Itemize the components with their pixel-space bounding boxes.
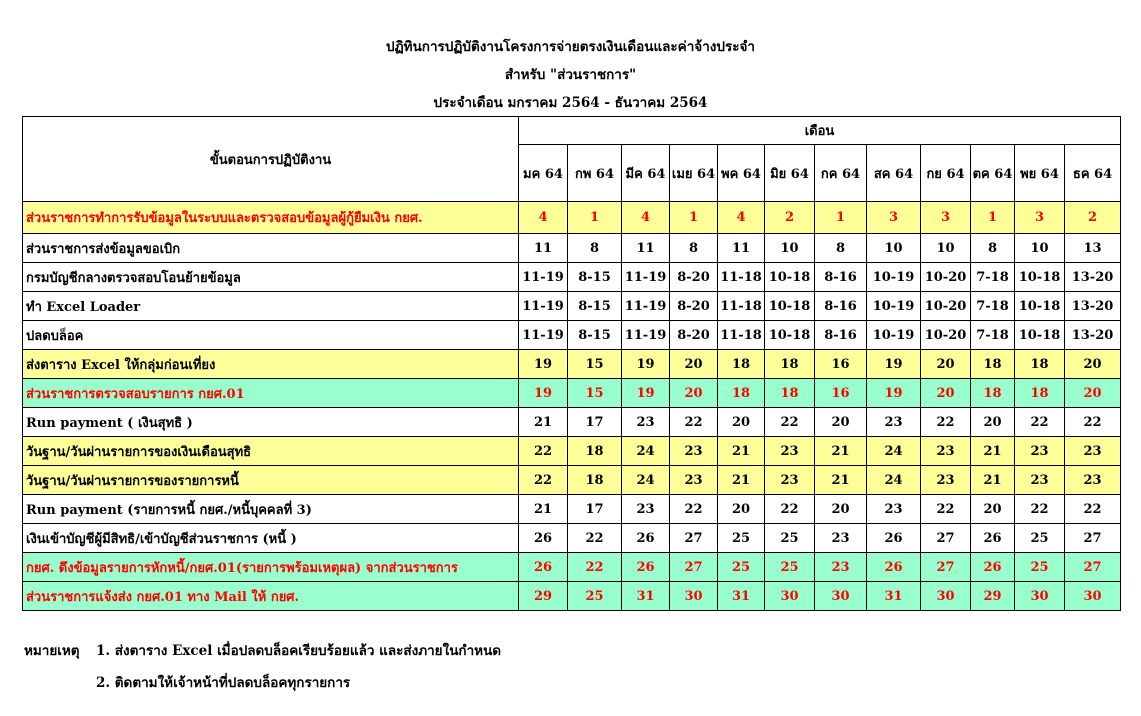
date-cell: 19 <box>622 350 670 379</box>
date-cell: 31 <box>867 582 921 611</box>
table-row <box>23 292 1121 321</box>
date-cell: 18 <box>568 466 622 495</box>
date-cell: 27 <box>1065 524 1121 553</box>
step-label: ส่วนราชการทำการรับข้อมูลในระบบและตรวจสอบข้อมูลผู้กู้ยืมเงิน กยศ. <box>23 202 519 234</box>
date-cell: 11-18 <box>718 321 765 350</box>
title-line-3: ประจำเดือน มกราคม 2564 - ธันวาคม 2564 <box>433 95 708 111</box>
date-cell: 26 <box>622 524 670 553</box>
month-header: มค 64 <box>519 145 568 202</box>
date-cell: 30 <box>921 582 971 611</box>
month-header: พย 64 <box>1015 145 1065 202</box>
date-cell: 10-18 <box>765 292 815 321</box>
date-cell: 20 <box>670 379 718 408</box>
date-cell: 26 <box>519 524 568 553</box>
month-header: มิย 64 <box>765 145 815 202</box>
date-cell: 11-19 <box>519 321 568 350</box>
step-label: Run payment (รายการหนี้ กยศ./หนี้บุคคลที่ 3) <box>23 495 519 524</box>
date-cell: 22 <box>921 495 971 524</box>
date-cell: 23 <box>622 495 670 524</box>
date-cell: 15 <box>568 350 622 379</box>
date-cell: 8-20 <box>670 263 718 292</box>
date-cell: 20 <box>971 495 1015 524</box>
calendar-title-block <box>0 33 1141 117</box>
date-cell: 23 <box>921 437 971 466</box>
date-cell: 10-18 <box>765 263 815 292</box>
date-cell: 27 <box>1065 553 1121 582</box>
date-cell: 19 <box>519 379 568 408</box>
date-cell: 7-18 <box>971 292 1015 321</box>
date-cell: 23 <box>765 437 815 466</box>
step-label: วันฐาน/วันผ่านรายการของเงินเดือนสุทธิ <box>23 437 519 466</box>
date-cell: 19 <box>519 350 568 379</box>
table-row <box>23 234 1121 263</box>
date-cell: 24 <box>867 466 921 495</box>
table-row <box>23 379 1121 408</box>
date-cell: 22 <box>921 408 971 437</box>
date-cell: 8-15 <box>568 263 622 292</box>
date-cell: 11-18 <box>718 292 765 321</box>
date-cell: 23 <box>1015 466 1065 495</box>
date-cell: 11 <box>718 234 765 263</box>
date-cell: 17 <box>568 495 622 524</box>
date-cell: 23 <box>921 466 971 495</box>
table-row <box>23 466 1121 495</box>
month-header: เมย 64 <box>670 145 718 202</box>
date-cell: 10-18 <box>765 321 815 350</box>
date-cell: 23 <box>765 466 815 495</box>
date-cell: 19 <box>867 350 921 379</box>
date-cell: 13-20 <box>1065 321 1121 350</box>
date-cell: 20 <box>815 408 867 437</box>
date-cell: 16 <box>815 379 867 408</box>
date-cell: 11 <box>622 234 670 263</box>
date-cell: 8-16 <box>815 263 867 292</box>
date-cell: 10 <box>765 234 815 263</box>
date-cell: 15 <box>568 379 622 408</box>
date-cell: 17 <box>568 408 622 437</box>
step-label: กรมบัญชีกลางตรวจสอบโอนย้ายข้อมูล <box>23 263 519 292</box>
table-row <box>23 437 1121 466</box>
date-cell: 23 <box>815 524 867 553</box>
date-cell: 8 <box>670 234 718 263</box>
date-cell: 23 <box>1065 437 1121 466</box>
table-row <box>23 408 1121 437</box>
date-cell: 22 <box>670 408 718 437</box>
date-cell: 22 <box>1015 408 1065 437</box>
date-cell: 26 <box>971 553 1015 582</box>
date-cell: 20 <box>718 408 765 437</box>
date-cell: 8-15 <box>568 292 622 321</box>
date-cell: 25 <box>718 524 765 553</box>
date-cell: 24 <box>867 437 921 466</box>
date-cell: 22 <box>765 495 815 524</box>
date-cell: 20 <box>670 350 718 379</box>
date-cell: 10-18 <box>1015 321 1065 350</box>
date-cell: 10-19 <box>867 292 921 321</box>
date-cell: 29 <box>519 582 568 611</box>
date-cell: 20 <box>718 495 765 524</box>
date-cell: 4 <box>622 202 670 234</box>
date-cell: 25 <box>1015 524 1065 553</box>
note-2: 2. ติดตามให้เจ้าหน้าที่ปลดบล็อคทุกรายการ <box>96 675 351 691</box>
step-label: ทำ Excel Loader <box>23 292 519 321</box>
date-cell: 23 <box>1065 466 1121 495</box>
step-label: ส่วนราชการแจ้งส่ง กยศ.01 ทาง Mail ให้ กยศ. <box>23 582 519 611</box>
month-header: กค 64 <box>815 145 867 202</box>
date-cell: 10-19 <box>867 263 921 292</box>
date-cell: 23 <box>867 408 921 437</box>
date-cell: 8-15 <box>568 321 622 350</box>
date-cell: 25 <box>718 553 765 582</box>
date-cell: 26 <box>519 553 568 582</box>
date-cell: 7-18 <box>971 263 1015 292</box>
date-cell: 18 <box>971 379 1015 408</box>
date-cell: 23 <box>670 466 718 495</box>
date-cell: 27 <box>670 553 718 582</box>
date-cell: 21 <box>718 466 765 495</box>
date-cell: 23 <box>670 437 718 466</box>
date-cell: 23 <box>1015 437 1065 466</box>
table-row <box>23 582 1121 611</box>
date-cell: 2 <box>1065 202 1121 234</box>
date-cell: 20 <box>921 379 971 408</box>
date-cell: 23 <box>622 408 670 437</box>
month-header: พค 64 <box>718 145 765 202</box>
date-cell: 11-19 <box>519 292 568 321</box>
table-row <box>23 553 1121 582</box>
date-cell: 1 <box>815 202 867 234</box>
date-cell: 26 <box>971 524 1015 553</box>
date-cell: 22 <box>1065 408 1121 437</box>
date-cell: 22 <box>1015 495 1065 524</box>
date-cell: 22 <box>519 466 568 495</box>
table-row <box>23 495 1121 524</box>
table-row <box>23 263 1121 292</box>
date-cell: 31 <box>622 582 670 611</box>
date-cell: 21 <box>815 437 867 466</box>
step-label: ส่วนราชการตรวจสอบรายการ กยศ.01 <box>23 379 519 408</box>
date-cell: 8-20 <box>670 292 718 321</box>
date-cell: 11 <box>519 234 568 263</box>
date-cell: 19 <box>622 379 670 408</box>
date-cell: 22 <box>568 553 622 582</box>
title-line-1: ปฏิทินการปฏิบัติงานโครงการจ่ายตรงเงินเดือนและค่าจ้างประจำ <box>386 39 755 55</box>
date-cell: 10 <box>1015 234 1065 263</box>
date-cell: 16 <box>815 350 867 379</box>
date-cell: 21 <box>815 466 867 495</box>
date-cell: 20 <box>815 495 867 524</box>
date-cell: 4 <box>519 202 568 234</box>
step-label: ส่งตาราง Excel ให้กลุ่มก่อนเที่ยง <box>23 350 519 379</box>
date-cell: 25 <box>1015 553 1065 582</box>
date-cell: 7-18 <box>971 321 1015 350</box>
date-cell: 18 <box>765 350 815 379</box>
date-cell: 18 <box>1015 379 1065 408</box>
date-cell: 21 <box>519 495 568 524</box>
date-cell: 20 <box>971 408 1015 437</box>
date-cell: 10-19 <box>867 321 921 350</box>
date-cell: 23 <box>815 553 867 582</box>
date-cell: 20 <box>1065 350 1121 379</box>
date-cell: 22 <box>765 408 815 437</box>
date-cell: 20 <box>921 350 971 379</box>
date-cell: 11-18 <box>718 263 765 292</box>
date-cell: 11-19 <box>519 263 568 292</box>
date-cell: 13-20 <box>1065 263 1121 292</box>
date-cell: 13-20 <box>1065 292 1121 321</box>
date-cell: 24 <box>622 437 670 466</box>
date-cell: 10 <box>921 234 971 263</box>
step-label: เงินเข้าบัญชีผู้มีสิทธิ/เข้าบัญชีส่วนราชการ (หนี้ ) <box>23 524 519 553</box>
date-cell: 23 <box>867 495 921 524</box>
date-cell: 8-16 <box>815 292 867 321</box>
table-row <box>23 524 1121 553</box>
month-header: สค 64 <box>867 145 921 202</box>
date-cell: 18 <box>971 350 1015 379</box>
date-cell: 1 <box>971 202 1015 234</box>
date-cell: 11-19 <box>622 263 670 292</box>
date-cell: 25 <box>765 553 815 582</box>
date-cell: 3 <box>867 202 921 234</box>
date-cell: 11-19 <box>622 292 670 321</box>
table-row <box>23 202 1121 234</box>
date-cell: 10-20 <box>921 321 971 350</box>
table-row <box>23 350 1121 379</box>
date-cell: 25 <box>568 582 622 611</box>
note-1: 1. ส่งตาราง Excel เมื่อปลดบล็อคเรียบร้อยแล้ว และส่งภายในกำหนด <box>96 643 502 659</box>
date-cell: 22 <box>670 495 718 524</box>
date-cell: 29 <box>971 582 1015 611</box>
date-cell: 26 <box>622 553 670 582</box>
date-cell: 8 <box>971 234 1015 263</box>
date-cell: 3 <box>1015 202 1065 234</box>
schedule-table <box>22 116 1121 611</box>
date-cell: 30 <box>815 582 867 611</box>
date-cell: 21 <box>718 437 765 466</box>
month-group-header: เดือน <box>519 117 1121 145</box>
date-cell: 10-18 <box>1015 263 1065 292</box>
date-cell: 30 <box>670 582 718 611</box>
date-cell: 8 <box>568 234 622 263</box>
date-cell: 1 <box>670 202 718 234</box>
date-cell: 21 <box>519 408 568 437</box>
step-column-header: ขั้นตอนการปฏิบัติงาน <box>23 117 519 202</box>
step-label: ส่วนราชการส่งข้อมูลขอเบิก <box>23 234 519 263</box>
date-cell: 11-19 <box>622 321 670 350</box>
date-cell: 3 <box>921 202 971 234</box>
date-cell: 8 <box>815 234 867 263</box>
date-cell: 18 <box>765 379 815 408</box>
date-cell: 1 <box>568 202 622 234</box>
step-label: กยศ. ดึงข้อมูลรายการหักหนี้/กยศ.01(รายการพร้อมเหตุผล) จากส่วนราชการ <box>23 553 519 582</box>
date-cell: 30 <box>765 582 815 611</box>
date-cell: 26 <box>867 524 921 553</box>
date-cell: 19 <box>867 379 921 408</box>
step-label: Run payment ( เงินสุทธิ ) <box>23 408 519 437</box>
date-cell: 22 <box>1065 495 1121 524</box>
month-header: ธค 64 <box>1065 145 1121 202</box>
date-cell: 22 <box>568 524 622 553</box>
notes-label: หมายเหตุ <box>24 643 80 659</box>
step-label: วันฐาน/วันผ่านรายการของรายการหนี้ <box>23 466 519 495</box>
date-cell: 30 <box>1015 582 1065 611</box>
date-cell: 27 <box>921 553 971 582</box>
date-cell: 21 <box>971 466 1015 495</box>
date-cell: 2 <box>765 202 815 234</box>
month-header: กพ 64 <box>568 145 622 202</box>
date-cell: 22 <box>519 437 568 466</box>
step-label: ปลดบล็อค <box>23 321 519 350</box>
month-header: กย 64 <box>921 145 971 202</box>
date-cell: 8-20 <box>670 321 718 350</box>
date-cell: 10-18 <box>1015 292 1065 321</box>
date-cell: 27 <box>921 524 971 553</box>
date-cell: 25 <box>765 524 815 553</box>
date-cell: 13 <box>1065 234 1121 263</box>
date-cell: 18 <box>718 350 765 379</box>
date-cell: 27 <box>670 524 718 553</box>
title-line-2: สำหรับ "ส่วนราชการ" <box>504 67 637 83</box>
date-cell: 10-20 <box>921 263 971 292</box>
date-cell: 21 <box>971 437 1015 466</box>
date-cell: 8-16 <box>815 321 867 350</box>
month-header: ตค 64 <box>971 145 1015 202</box>
date-cell: 20 <box>1065 379 1121 408</box>
date-cell: 31 <box>718 582 765 611</box>
date-cell: 10-20 <box>921 292 971 321</box>
date-cell: 18 <box>1015 350 1065 379</box>
date-cell: 18 <box>718 379 765 408</box>
table-row <box>23 321 1121 350</box>
date-cell: 26 <box>867 553 921 582</box>
date-cell: 30 <box>1065 582 1121 611</box>
date-cell: 24 <box>622 466 670 495</box>
date-cell: 4 <box>718 202 765 234</box>
month-header: มีค 64 <box>622 145 670 202</box>
date-cell: 10 <box>867 234 921 263</box>
date-cell: 18 <box>568 437 622 466</box>
notes-section <box>24 640 501 704</box>
